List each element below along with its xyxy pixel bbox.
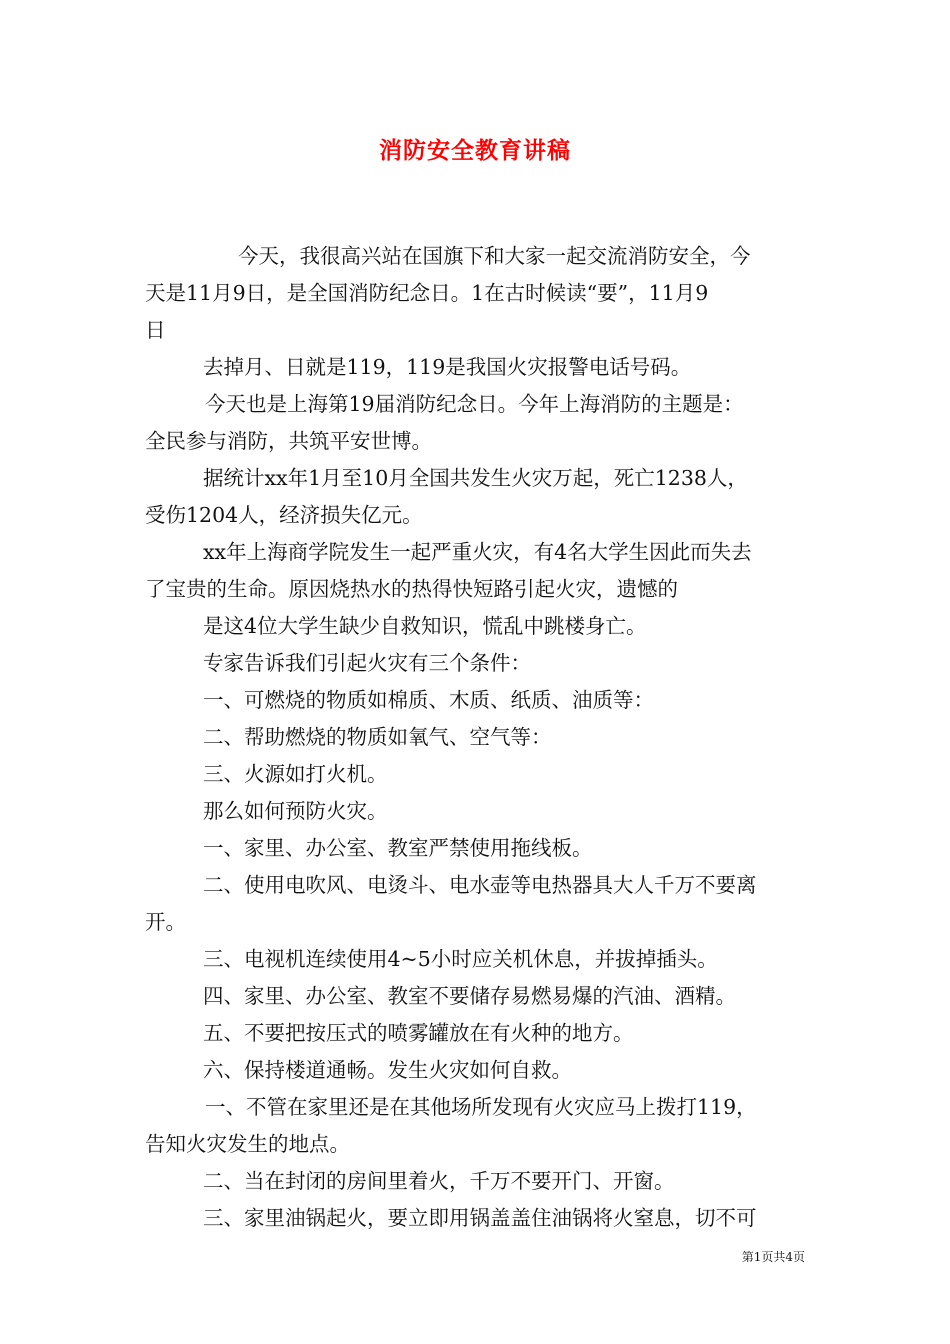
page-number: 第1页共4页	[741, 1250, 805, 1264]
paragraph-line: 告知火灾发生的地点。	[145, 1132, 350, 1156]
paragraph-line: 三、家里油锅起火，要立即用锅盖盖住油锅将火窒息，切不可	[203, 1206, 757, 1230]
paragraph-line: 了宝贵的生命。原因烧热水的热得快短路引起火灾，遗憾的	[145, 577, 678, 601]
paragraph-line: 六、保持楼道通畅。发生火灾如何自救。	[203, 1058, 572, 1082]
paragraph-line: 那么如何预防火灾。	[203, 799, 388, 823]
paragraph-line: 二、帮助燃烧的物质如氧气、空气等：	[203, 725, 552, 749]
paragraph-line: 一、不管在家里还是在其他场所发现有火灾应马上拨打119，	[205, 1095, 757, 1119]
paragraph-line: 全民参与消防，共筑平安世博。	[145, 429, 432, 453]
document-title: 消防安全教育讲稿	[379, 137, 571, 164]
paragraph-line: 受伤1204人，经济损失亿元。	[145, 503, 423, 527]
paragraph-line: 二、当在封闭的房间里着火，千万不要开门、开窗。	[203, 1169, 675, 1193]
paragraph-line: 二、使用电吹风、电烫斗、电水壶等电热器具大人千万不要离	[203, 873, 757, 897]
paragraph-line: 据统计xx年1月至10月全国共发生火灾万起，死亡1238人，	[203, 466, 748, 490]
paragraph-line: 专家告诉我们引起火灾有三个条件：	[203, 651, 531, 675]
paragraph-line: 开。	[145, 910, 186, 934]
paragraph-line: 四、家里、办公室、教室不要储存易燃易爆的汽油、酒精。	[203, 984, 736, 1008]
paragraph-line: 一、家里、办公室、教室严禁使用拖线板。	[203, 836, 593, 860]
paragraph-line: 五、不要把按压式的喷雾罐放在有火种的地方。	[203, 1021, 634, 1045]
paragraph-line: 今天也是上海第19届消防纪念日。今年上海消防的主题是：	[205, 392, 744, 416]
paragraph-line: 去掉月、日就是119，119是我国火灾报警电话号码。	[203, 355, 692, 379]
paragraph-line: 是这4位大学生缺少自救知识，慌乱中跳楼身亡。	[203, 614, 647, 638]
paragraph-line: 今天，我很高兴站在国旗下和大家一起交流消防安全，今	[238, 244, 751, 268]
paragraph-line: 一、可燃烧的物质如棉质、木质、纸质、油质等：	[203, 688, 654, 712]
paragraph-line: xx年上海商学院发生一起严重火灾，有4名大学生因此而失去	[203, 540, 752, 564]
paragraph-line: 三、火源如打火机。	[203, 762, 388, 786]
paragraph-line: 天是11月9日，是全国消防纪念日。1在古时候读“要”，11月9	[145, 281, 709, 305]
paragraph-line: 三、电视机连续使用4~5小时应关机休息，并拔掉插头。	[203, 947, 718, 971]
paragraph-line: 日	[145, 318, 166, 342]
